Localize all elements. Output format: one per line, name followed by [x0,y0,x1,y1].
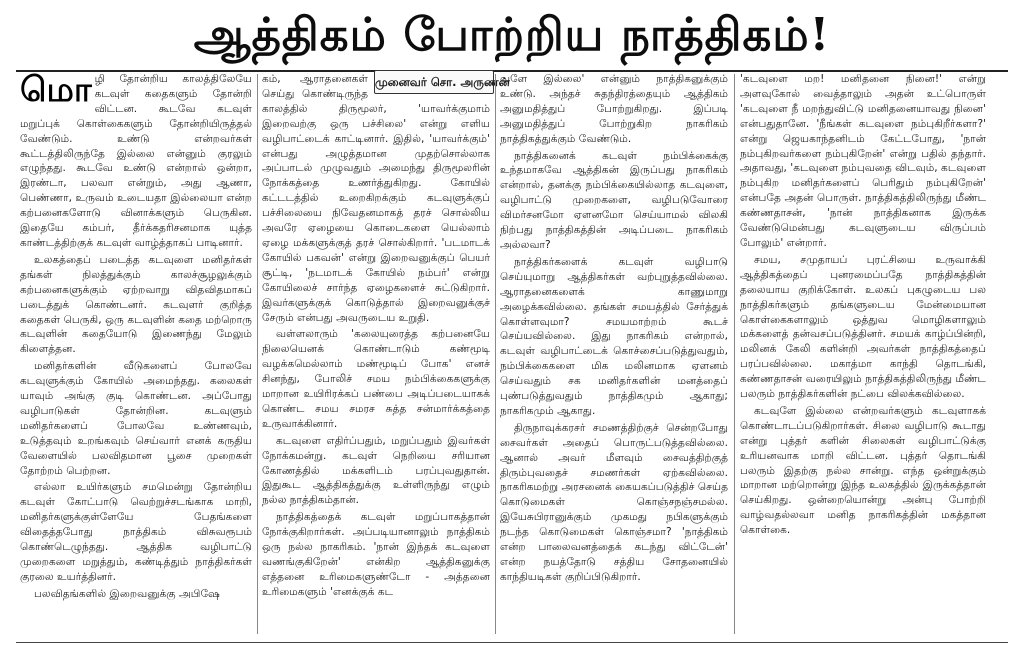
column-divider [257,74,258,634]
author-byline: முனைவர் சொ. அருணன் [374,70,494,94]
article-column-4 [740,72,986,640]
paragraph: பலவிதங்களில் இறைவனுக்கு அபிஷே [34,587,220,600]
article-column-1 [20,72,252,640]
column-divider [495,74,496,634]
drop-cap: மொ [20,70,92,110]
paragraph: வுளே இல்லை' என்னும் நாத்திகனுக்கும் உண்டு. அந்தச் சுதந்திரத்தையும் ஆத்திகம் அனுமதித்துப் போற்றுகிறது. இப்படி அனுமதித்துப் போற்றுகிற நாகரிகம் நாத்திகத்துக்கும் வேண்டும். [500,73,728,145]
paragraph: எல்லா உயிர்களும் சமமென்று தோன்றிய கடவுள் கோட்பாடு வெற்றுச்சடங்காக மாறி, மனிதர்களுக்குள்ளேயே பேதங்களை விதைத்தபோது நாத்திகம் விசுவரூபம் கொண்டெழுந்தது. ஆத்திக வழிபாட்டு முறைகளை மறுத்தும், கண்டித்தும் நாத்திகர்கள் குரலை உயர்த்தினர். [20,481,252,583]
paragraph: சமய, சமுதாயப் புரட்சியை உருவாக்கி ஆத்திகத்தைப் புனரமைப்பதே நாத்திகத்தின் தலையாய குறிக்கோள். உலகப் புகழுடைய பல நாத்திகர்களும் தங்களுடைய மேன்மையான கொள்கைகளாலும் ஒத்துவ மொழிகளாலும் மக்களைத் தன்வசப்படுத்தினர். சமயக் காழ்ப்பின்றி, மலினக் கேலி களின்றி அவர்கள் நாத்திகத்தைப் பரப்பவில்லை. மகாத்மா காந்தி தொடங்கி, கண்ணதாசன் வரையிலும் நாத்திகத்திலிருந்து மீண்ட பலரும் நாத்திகர்களின் நட்பை விலக்கவில்லை. [740,253,986,401]
paragraph: கம், ஆராதனைகள் செய்து கொண்டிருந்த காலத்தில் திருமூலர், 'யாவர்க்குமாம் இறைவற்கு ஒரு பச்சிலை' என்று எளிய வழிபாட்டைக் காட்டினார். இதில், 'யாவர்க்கும்' என்பது அழுத்தமான முதற்சொல்லாக அப்பாடல் முழுவதும் அமைந்து திருமூலரின் நோக்கத்தை உணர்த்துகிறது. கோயில் கட்டடத்தில் உறைகிறக்கும் கடவுளுக்குப் பச்சிலையை நிவேதனமாகத் தரச் சொல்லிய அவரே ஏழையை கொடைகளை யெல்லாம் ஏழை மக்களுக்குத் தரச் சொல்கிறார். 'படமாடக் கோயில் பகவன்' என்று இறைவனுக்குப் பெயர் சூட்டி, 'நடமாடக் கோயில் நம்பர்' என்று கோயிலைச் சார்ந்த ஏழைகளைச் சுட்டுகிறார். இவர்களுக்குக் கொடுத்தால் இறைவனுக்குச் சேரும் என்பது அவருடைய உறுதி. [262,73,490,324]
article-column-3 [500,72,728,640]
paragraph: உலகத்தைப் படைத்த கடவுளை மனிதர்கள் தங்கள் நிலத்துக்கும் காலச்சூழலுக்கும் கற்பனைகளுக்கும் ஏற்றவாறு விதவிதமாகப் படைத்துக் கொண்டனர். கடவுளர் குறித்த கதைகள் பெருகி, ஒரு கடவுளின் கதை மற்றொரு கடவுளின் கதையோடு இணைந்து மேலும் கிளைத்தன. [20,253,252,356]
column-divider [734,74,735,634]
paragraph: திருநாவுக்கரசர் சமணத்திற்குச் சென்றபோது சைவர்கள் அதைப் பொருட்படுத்தவில்லை. ஆனால் அவர் மீளவும் சைவத்திற்குத் திரும்புவதைச் சமணர்கள் ஏற்கவில்லை. நாகரிகமற்று அரசனைக் கையகப்படுத்திச் செய்த கொடுமைகள் கொஞ்சநஞ்சமல்ல. இயேசுபிரானுக்கும் முகமது நபிகளுக்கும் நடந்த கொடுமைகள் கொஞ்சமா? 'நாத்திகம் என்ற பாலைவனத்தைக் கடந்து விட்டேன்' என்ற நயத்தோடு சத்திய சோதனையில் காந்தியடிகள் குறிப்பிடுகிறார். [500,421,728,583]
article-title: ஆத்திகம் போற்றிய நாத்திகம்! [193,8,831,61]
article-column-2 [262,72,510,640]
paragraph: நாத்திகனைக் கடவுள் நம்பிக்கைக்கு உந்தமாகவே ஆத்திகன் இருப்பது நாகரிகம் என்றால், தனக்கு நம்பிக்கையில்லாத கடவுளை, வழிபாட்டு முறைகளை, வழிபடுவோரை விமர்சனமோ ஏளனமோ செய்யாமல் விலகி நிற்பது நாத்திகத்தின் அடிப்படை நாகரிகம் அல்லவா? [500,149,728,251]
paragraph: நாத்திகர்களைக் கடவுள் வழிபாடு செய்யுமாறு ஆத்திகர்கள் வற்புறுத்தவில்லை. ஆராதனைகளைக் காணுமாறு அழைக்கவில்லை. தங்கள் சமயத்தில் சேர்த்துக் கொள்ளவுமா? சமயமாற்றம் கூடச் செய்யவில்லை. இது நாகரிகம் என்றால், கடவுள் வழிபாட்டைக் கொச்சைப்படுத்துவதும், நம்பிக்கைகளை மிக மலினமாக ஏளனம் செய்வதும் சக மனிதர்களின் மனத்தைப் புண்படுத்துவதும் நாத்திகமும் ஆகாது; நாகரிகமும் ஆகாது. [500,255,728,417]
paragraph: நாத்திகத்தைக் கடவுள் மறுப்பாகத்தான் நோக்குகிறார்கள். அப்படியானாலும் நாத்திகம் ஒரு நல்ல நாகரிகம். 'நான் இந்தக் கடவுளை வணங்குகிறேன்' என்கிற ஆத்திகனுக்கு எத்தனை உரிமைகளுண்டோ - அத்தனை உரிமைகளும் 'எனக்குக் கட [262,511,490,598]
paragraph: வள்ளலாரும் 'கலையுரைத்த கற்பனையே நிலையெனக் கொண்டாடும் கண்மூடி வழக்கமெல்லாம் மண்மூடிப் போக' எனச் சினந்து, போலிச் சமய நம்பிக்கைகளுக்கு மாறான உயிரிரக்கப் பண்பை அடிப்படையாகக் கொண்ட சமய சமரச சுத்த சன்மார்க்கத்தை உருவாக்கினார். [262,328,490,430]
paragraph: 'கடவுளை மற! மனிதனை நினை!' என்று அளவுகோல் வைத்தாலும் அதன் உட்பொருள் 'கடவுளை நீ மறந்துவிட்டு மனிதனையாவது நினை' என்பதுதானே. 'நீங்கள் கடவுளை நம்புகிறீர்களா?' என்று ஜெயகாந்தனிடம் கேட்டபோது, 'நான் நம்புகிறவர்களை நம்புகிறேன்' என்று பதில் தந்தார். அதாவது, 'கடவுளை நம்புவதை விடவும், கடவுளை நம்புகிற மனிதர்களைப் பெரிதும் நம்புகிறேன்' என்பதே அதன் பொருள். நாத்திகத்திலிருந்து மீண்ட கண்ணதாசன், 'நான் நாத்திகனாக இருக்க வேண்டுமென்பது கடவுளுடைய விருப்பம் போலும்' என்றார். [740,73,986,249]
paragraph: மொழி தோன்றிய காலத்திலேயே கடவுள் கதைகளும் தோன்றி விட்டன. கூடவே கடவுள் மறுப்புக் கொள்கைகளும் தோன்றியிருத்தல் வேண்டும். உண்டு என்றவர்கள் கூட்டத்திலிருந்தே இல்லை என்னும் குரலும் எழுந்தது. கூடவே உண்டு என்றால் ஒன்றா, இரண்டா, பலவா என்றும், அது ஆணா, பெண்ணா, உருவம் உடையதா இல்லையா என்ற கற்பனைகளோடு வினாக்களும் பெருகின. இதையே கம்பர், தீர்க்கதரிசனமாக யுத்த காண்டத்திற்குக் கடவுள் வாழ்த்தாகப் பாடினார். [20,70,252,249]
paragraph: மனிதர்களின் வீடுகளைப் போலவே கடவுளுக்கும் கோயில் அமைந்தது. கலைகள் யாவும் அங்கு குடி கொண்டன. அப்போது வழிபாடுகள் தோன்றின. கடவுளும் மனிதர்களைப் போலவே உண்ணவும், உடுத்தவும் உறங்கவும் செய்வார் எனக் கருதிய வேளையில் பலவிதமான பூசை முறைகள் தோற்றம் பெற்றன. [20,360,252,477]
bottom-divider [16,642,1008,643]
paragraph: கடவுளே இல்லை என்றவர்களும் கடவுளாகக் கொண்டாடப்படுகிறார்கள். சிலை வழிபாடு கூடாது என்று புத்தர் களின் சிலைகள் வழிபாட்டுக்கு உரியனவாக மாறி விட்டன. புத்தர் தொடங்கி பலரும் இதற்கு நல்ல சான்று. எந்த ஒன்றுக்கும் மாறான மற்றொன்று இந்த உலகத்தில் இருக்கத்தான் செய்கிறது. ஒன்றையொன்று அன்பு போற்றி வாழ்வதல்லவா மனித நாகரிகத்தின் மகத்தான கொள்கை. [740,404,986,537]
paragraph: கடவுளை எதிர்ப்பதும், மறுப்பதும் இவர்கள் நோக்கமன்று. கடவுள் நெறியை சரியான கோணத்தில் மக்களிடம் பரப்புவதுதான். இதுகூட ஆத்திகத்துக்கு உள்ளிருந்து எழும் நல்ல நாத்திகம்தான். [262,434,490,507]
